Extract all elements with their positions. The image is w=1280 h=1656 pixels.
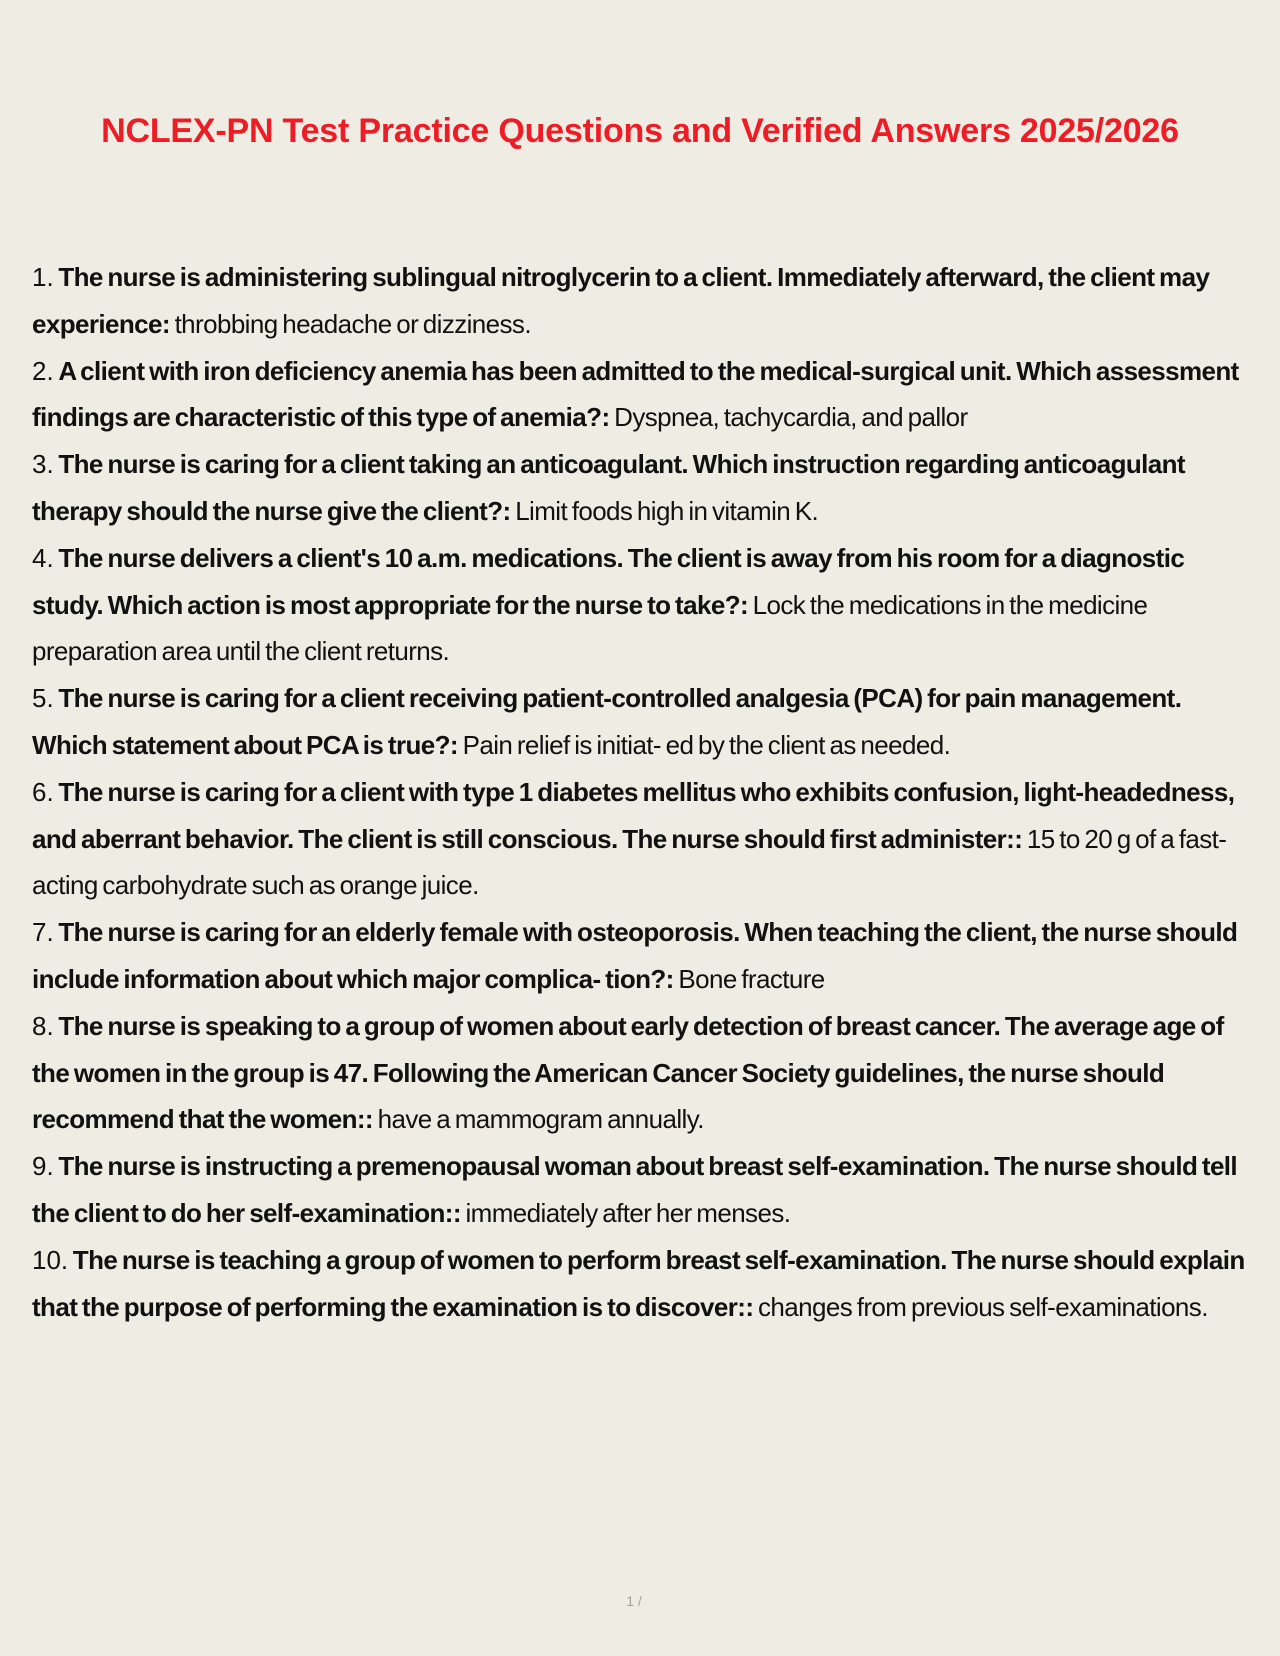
answer-text: throbbing headache or dizziness. xyxy=(174,308,531,339)
answer-text: Pain relief is initiat- ed by the client as needed. xyxy=(462,729,951,760)
question-text: The nurse is caring for a client receiving patient-controlled analgesia (PCA) for pain management. Which statement about PCA is true?: xyxy=(32,683,1182,760)
question-item xyxy=(32,769,1254,909)
answer-text: 15 to 20 g of a fast-acting carbohydrate such as orange juice. xyxy=(32,823,1227,901)
answer-text: Lock the medications in the medicine preparation area until the client returns. xyxy=(32,589,1148,667)
question-text: The nurse is speaking to a group of women about early detection of breast cancer. The average age of the women in the group is 47. Following the American Cancer Society guidelines, the nurse should recommend that the women:: xyxy=(32,1010,1224,1135)
question-number: 8. xyxy=(32,1010,54,1041)
question-list xyxy=(32,254,1254,1330)
question-item xyxy=(32,1003,1254,1143)
question-item xyxy=(32,441,1254,535)
page-number: 1 / xyxy=(626,1593,642,1609)
question-number: 9. xyxy=(32,1151,54,1182)
question-number: 2. xyxy=(32,355,54,386)
answer-text: Dyspnea, tachycardia, and pallor xyxy=(614,402,968,433)
question-text: The nurse delivers a client's 10 a.m. medications. The client is away from his room for a diagnostic study. Which action is most appropriate for the nurse to take?: xyxy=(32,542,1185,620)
answer-text: have a mammogram annually. xyxy=(377,1104,704,1135)
question-text: The nurse is administering sublingual nitroglycerin to a client. Immediately afterward, the client may experience: xyxy=(32,262,1210,339)
answer-text: changes from previous self-examinations. xyxy=(758,1291,1208,1322)
document-title: NCLEX-PN Test Practice Questions and Verified Answers 2025/2026 xyxy=(101,112,1179,150)
question-text: The nurse is caring for a client taking an anticoagulant. Which instruction regarding anticoagulant therapy should the nurse give the client?: xyxy=(32,449,1185,526)
question-number: 3. xyxy=(32,449,54,480)
question-text: The nurse is instructing a premenopausal woman about breast self-examination. The nurse should tell the client to do her self-examination:: xyxy=(32,1151,1238,1228)
question-text: A client with iron deficiency anemia has been admitted to the medical-surgical unit. Which assessment findings are characteristic of this type of anemia?: xyxy=(32,355,1239,433)
question-item xyxy=(32,909,1254,1003)
question-number: 10. xyxy=(32,1244,69,1275)
question-number: 5. xyxy=(32,683,54,714)
question-text: The nurse is caring for a client with type 1 diabetes mellitus who exhibits confusion, light-headedness, and aberrant behavior. The client is still conscious. The nurse should first administer:: xyxy=(32,776,1235,854)
question-item xyxy=(32,348,1254,442)
question-item xyxy=(32,535,1254,675)
question-number: 1. xyxy=(32,262,54,292)
answer-text: immediately after her menses. xyxy=(465,1197,791,1228)
question-number: 4. xyxy=(32,542,54,573)
question-item xyxy=(32,1143,1254,1237)
question-number: 6. xyxy=(32,776,54,807)
question-item xyxy=(32,254,1254,348)
question-text: The nurse is teaching a group of women to perform breast self-examination. The nurse should explain that the purpose of performing the examination is to discover:: xyxy=(32,1244,1245,1322)
question-number: 7. xyxy=(32,917,54,948)
question-item xyxy=(32,675,1254,769)
question-text: The nurse is caring for an elderly female with osteoporosis. When teaching the client, the nurse should include information about which major complica- tion?: xyxy=(32,917,1238,994)
answer-text: Bone fracture xyxy=(678,963,825,994)
question-item xyxy=(32,1237,1254,1331)
answer-text: Limit foods high in vitamin K. xyxy=(515,495,819,526)
